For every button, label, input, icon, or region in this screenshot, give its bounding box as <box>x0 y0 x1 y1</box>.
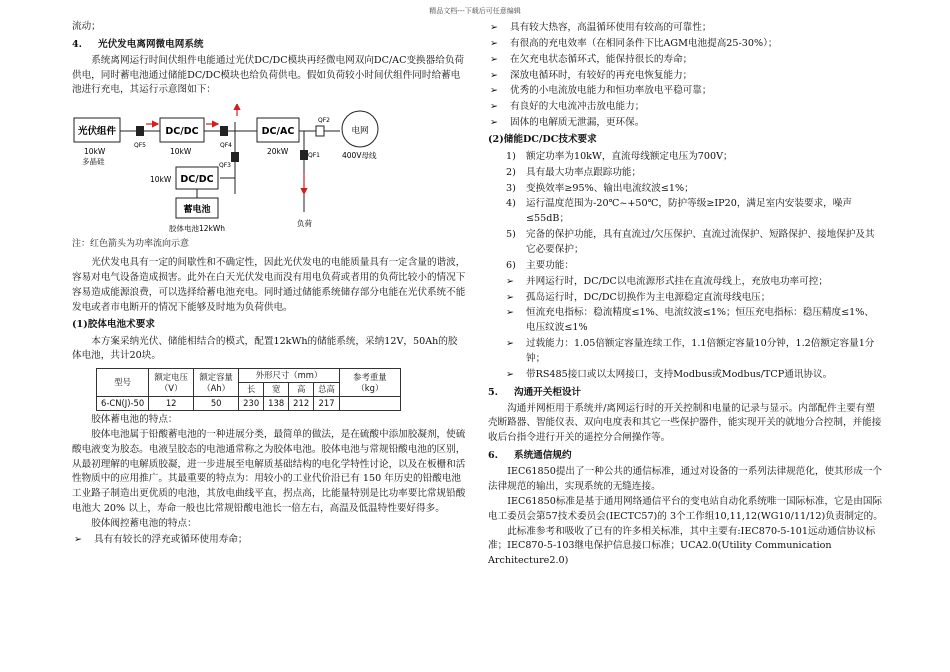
list-item-text: 有很高的充电效率（在相同条件下比AGM电池提高25-30%）； <box>510 37 778 49</box>
list-item <box>488 291 883 306</box>
paragraph: IEC61850标准是基于通用网络通信平台的变电站自动化系统唯一国际标准，它是由国际电工委员会第57技术委员会(IECTC57)的 3个工作组10,11,12(WG10/11/12)负责制定的。 <box>488 495 883 522</box>
battery-capacity: 胶体电池12kWh <box>169 224 226 234</box>
breaker-qf2 <box>316 126 324 136</box>
list-item-text: 过载能力：1.05倍额定容量连续工作，1.1倍额定容量10分钟，1.2倍额定容量1分钟； <box>526 338 875 365</box>
cell-capacity: 50 <box>194 397 239 411</box>
left-column <box>72 20 467 549</box>
function-list <box>488 275 883 383</box>
section-title: 沟通开关柜设计 <box>514 386 582 398</box>
breaker-qf1 <box>300 150 308 160</box>
th-model: 型号 <box>97 369 149 397</box>
dcdc1-label: DC/DC <box>165 126 199 138</box>
dcdc2-power: 10kW <box>150 175 172 185</box>
diagram-svg <box>72 104 432 234</box>
list-item <box>488 116 883 131</box>
system-diagram <box>72 104 432 234</box>
breaker-qf5 <box>136 126 144 136</box>
list-item <box>488 275 883 290</box>
list-item <box>488 150 883 165</box>
feature-list <box>488 21 883 131</box>
arrow-bullet-icon: ➢ <box>490 69 499 81</box>
battery-label: 蓄电池 <box>183 205 211 216</box>
th-voltage: 额定电压（V） <box>149 369 194 397</box>
list-item <box>488 100 883 115</box>
paragraph: IEC61850提出了一种公共的通信标准，通过对设备的一系列法律规范化，使其形成一个法律规范的输出，实现系统的无缝连接。 <box>488 466 883 492</box>
page-header: 精品文档---下载后可任意编辑 <box>429 7 521 15</box>
item-number: 1) <box>506 150 516 162</box>
section-title: 系统通信规约 <box>514 450 572 462</box>
th-capacity: 额定容量（Ah） <box>194 369 239 397</box>
th-dims: 外形尺寸（mm） <box>239 369 340 383</box>
qf3-label: QF3 <box>219 162 231 170</box>
qf1-label: QF1 <box>308 152 320 160</box>
dcdc2-label: DC/DC <box>180 174 214 186</box>
section-number: 5. <box>488 386 499 398</box>
paragraph: 沟通并网柜用于系统并/离网运行时的开关控制和电量的记录与显示。内部配件主要有塑壳断路器、智能仪表、双向电度表和其它一些保护器件，能实现开关的就地分合控制，并能接收后台指令进行开关的遥控分合闸操作等。 <box>488 402 882 444</box>
paragraph: 光伏发电具有一定的间歇性和不确定性，因此光伏发电的电能质量具有一定含量的谐波，容易对电气设备造成损害。此外在白天光伏发电而没有用电负荷或者用的负荷比较小的情况下容易造成能源浪费，可以选择给蓄电池充电。同时通过储能系统储存部分电能在光伏系统不能发电或者市电断开的情况下能够及时地为负荷供电。 <box>72 257 466 313</box>
dcac-label: DC/AC <box>261 126 295 138</box>
arrow-bullet-icon: ➢ <box>490 53 499 65</box>
cell-height: 212 <box>289 397 314 411</box>
cell-width: 138 <box>264 397 289 411</box>
cell-model: 6-CN(J)-50 <box>97 397 149 411</box>
pv-type: 多晶硅 <box>82 157 105 167</box>
list-item-text: 具有有较长的浮充或循环使用寿命； <box>94 533 248 545</box>
paragraph: 胶体阀控蓄电池的特点： <box>91 518 197 530</box>
requirement-list <box>488 150 883 274</box>
arrow-bullet-icon: ➢ <box>490 37 499 49</box>
qf4-label: QF4 <box>220 142 232 150</box>
list-item <box>488 182 883 197</box>
paragraph: 本方案采纳光伏、储能相结合的模式，配置12kWh的储能系统，采纳12V，50Ah的胶体电池，共计20块。 <box>72 335 458 362</box>
list-item-text: 有良好的大电流冲击放电能力； <box>510 101 645 113</box>
right-column <box>488 20 883 569</box>
list-item-text: 孤岛运行时，DC/DC切换作为主电源稳定直流母线电压； <box>526 291 771 303</box>
list-item-text: 完备的保护功能，具有直流过/欠压保护、直流过流保护、短路保护、接地保护及其它必要保护； <box>526 229 875 256</box>
section-heading-5 <box>488 386 883 401</box>
list-item-text: 变换效率≥95%、输出电流纹波≤1%； <box>526 182 694 194</box>
paragraph: 系统离网运行时间伏组件电能通过光伏DC/DC模块再经微电网双向DC/AC变换器给负荷供电，同时蓄电池通过储能DC/DC模块也给负荷供电。假如负荷较小时间伏组件同时给蓄电池进行充电，其运行示意图如下： <box>72 54 465 96</box>
battery-spec-table <box>96 368 401 411</box>
section-heading-4 <box>72 38 467 53</box>
list-item <box>488 37 883 52</box>
th-height: 高 <box>289 383 314 397</box>
list-item <box>488 368 883 383</box>
list-item-text: 并网运行时，DC/DC以电流源形式挂在直流母线上，充放电功率可控； <box>526 275 828 287</box>
item-number: 6) <box>506 259 516 271</box>
th-length: 长 <box>239 383 264 397</box>
section-heading-6 <box>488 449 883 464</box>
list-item-text: 深放电循环时，有较好的再充电恢复能力； <box>510 69 693 81</box>
list-item-text: 带RS485接口或以太网接口，支持Modbus或Modbus/TCP通讯协议。 <box>526 368 833 380</box>
section-number: 6. <box>488 450 499 462</box>
qf2-label: QF2 <box>318 117 330 125</box>
list-item-text: 主要功能： <box>526 259 574 271</box>
subsection-heading: (2)储能DC/DC技术要求 <box>488 134 597 146</box>
section-number: 4. <box>72 38 83 50</box>
cell-voltage: 12 <box>149 397 194 411</box>
item-number: 2) <box>506 166 516 178</box>
cell-weight <box>339 397 400 411</box>
table-row <box>97 397 401 411</box>
arrow-bullet-icon: ➢ <box>506 291 515 303</box>
th-total: 总高 <box>314 383 340 397</box>
list-item <box>488 228 883 258</box>
bus-label: 400V母线 <box>342 151 377 161</box>
pv-label: 光伏组件 <box>77 126 117 138</box>
list-item-text: 额定功率为10kW，直流母线额定电压为700V； <box>526 150 733 162</box>
qf5-label: QF5 <box>134 142 146 150</box>
list-item-text: 固体的电解质无泄漏，更环保。 <box>510 117 645 129</box>
list-item <box>488 306 883 336</box>
list-item-text: 具有较大热容，高温循环使用有较高的可靠性； <box>510 22 712 33</box>
subsection-heading: (1)胶体电池术要求 <box>72 318 155 330</box>
list-item <box>488 166 883 181</box>
arrow-bullet-icon: ➢ <box>506 368 515 380</box>
load-label: 负荷 <box>297 219 312 229</box>
arrow-bullet-icon: ➢ <box>506 307 515 319</box>
list-item-text: 运行温度范围为-20℃~+50℃，防护等级≥IP20，满足室内安装要求，噪声≤55dB； <box>526 198 852 225</box>
list-item <box>488 84 883 99</box>
section-title: 光伏发电离网微电网系统 <box>98 38 204 50</box>
list-item <box>488 197 883 227</box>
list-item <box>488 53 883 68</box>
paragraph: 胶体电池属于铅酸蓄电池的一种进展分类，最简单的做法，是在硫酸中添加胶凝剂，使硫酸电液变为胶态。电液呈胶态的电池通常称之为胶体电池。胶体电池与常规铅酸电池的区别，从最初理解的电解质胶凝，进一步进展至电解质基础结构的电化学特性讨论，以及在板栅和活性物质中的应用推广。其最重要的特点为：用较小的工业代价沿已有 150 年历史的铅酸电池工业路子制造出更优质的电池，其放电曲线平直，拐点高，比能量特别是比功率要比常规铅酸电池大 20% 以上，寿命一般也比常规铅酸电池长一倍左右，高温及低温特性要好得多。 <box>72 428 466 515</box>
item-number: 5) <box>506 229 516 241</box>
cell-total: 217 <box>314 397 340 411</box>
arrow-bullet-icon: ➢ <box>490 101 499 113</box>
list-item <box>488 337 883 367</box>
th-width: 宽 <box>264 383 289 397</box>
breaker-qf4 <box>220 126 228 136</box>
th-weight: 参考重量（kg） <box>339 369 400 397</box>
arrow-bullet-icon: ➢ <box>490 22 499 33</box>
arrow-bullet-icon: ➢ <box>506 275 515 287</box>
breaker-qf3 <box>231 152 239 162</box>
arrow-bullet-icon: ➢ <box>490 117 499 129</box>
list-item-text: 具有最大功率点跟踪功能； <box>526 166 642 178</box>
arrow-bullet-icon: ➢ <box>490 85 499 97</box>
item-number: 4) <box>506 198 516 210</box>
diagram-note: 注：红色箭头为功率流向示意 <box>72 239 190 250</box>
list-item-text: 在欠充电状态循环式，能保持很长的寿命； <box>510 53 693 65</box>
arrow-bullet-icon: ➢ <box>506 338 515 350</box>
dcdc1-power: 10kW <box>170 147 192 157</box>
list-item <box>488 69 883 84</box>
cell-length: 230 <box>239 397 264 411</box>
dcac-power: 20kW <box>267 147 289 157</box>
list-item <box>72 533 467 548</box>
item-number: 3) <box>506 182 516 194</box>
grid-label: 电网 <box>351 126 369 137</box>
list-item <box>488 21 883 36</box>
list-item <box>488 259 883 274</box>
paragraph: 此标准参考和吸收了已有的许多相关标准，其中主要有:IEC870-5-101远动通信协议标准；IEC870-5-103继电保护信息接口标准；UCA2.0(Utility Communication Architecture2.0) <box>488 525 876 567</box>
text-line: 流动； <box>72 21 101 32</box>
list-item-text: 恒流充电指标：稳流精度≤1%、电流纹波≤1%；恒压充电指标：稳压精度≤1%、电压纹波≤1% <box>526 307 874 334</box>
paragraph: 胶体蓄电池的特点： <box>91 414 178 426</box>
pv-power: 10kW <box>84 147 106 157</box>
list-item-text: 优秀的小电流放电能力和恒功率放电平稳可靠； <box>510 85 712 97</box>
arrow-bullet-icon: ➢ <box>74 533 83 545</box>
